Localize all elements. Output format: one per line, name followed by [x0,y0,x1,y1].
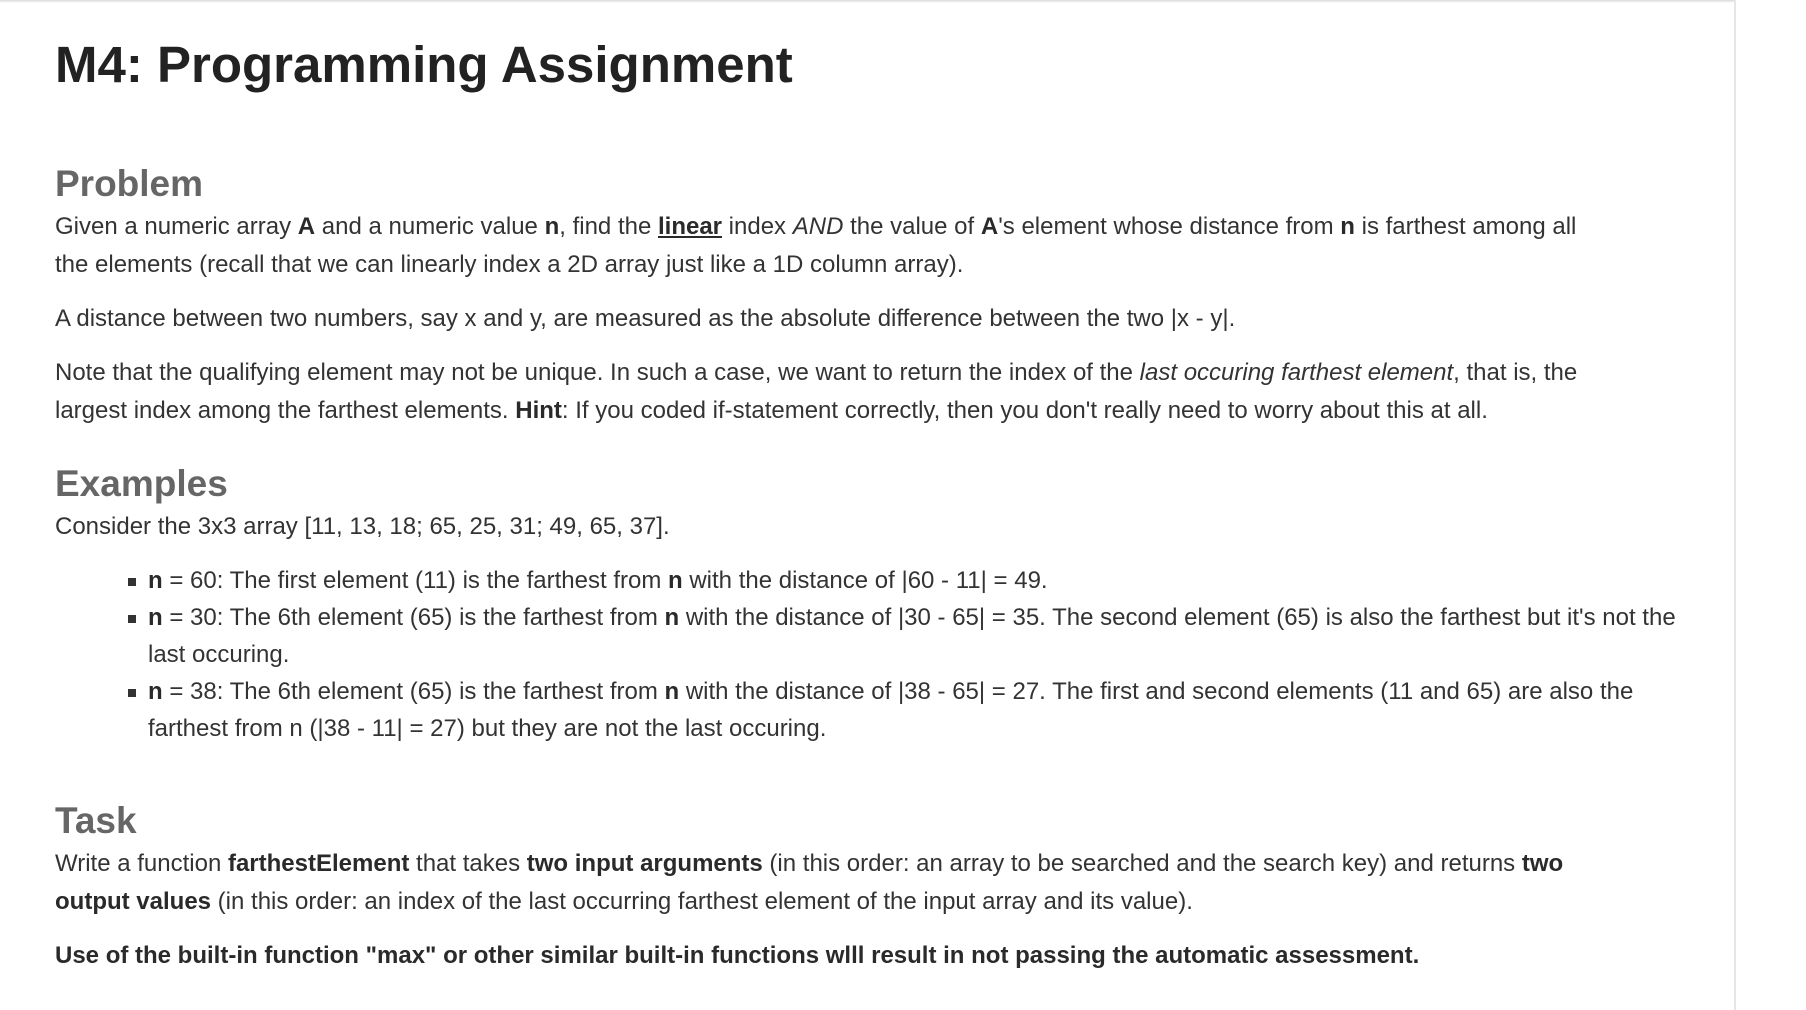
text: : If you coded if-statement correctly, then you don't really need to worry about this at all. [561,397,1488,424]
text: , find the [559,213,658,240]
text: = 38: The 6th element (65) is the farthest from [162,678,665,705]
text: with the distance of |38 - 65| = 27. The first and second elements (11 and 65) are also the farthest from n (|38 - 11| = 27) but they are not the last occuring. [148,678,1634,742]
value-n-label: n [148,604,163,631]
list-item [148,599,1688,673]
warning-text: Use of the built-in function "max" or other similar built-in functions wlll result in not passing the automatic assessment. [55,942,1420,969]
examples-heading: Examples [55,463,228,504]
text: = 30: The 6th element (65) is the farthest from [162,604,665,631]
text: Note that the qualifying element may not be unique. In such a case, we want to return the index of the [55,359,1140,386]
bullet-icon [128,578,136,586]
input-args-emphasis: two input arguments [526,850,763,877]
assignment-content [55,30,1676,975]
right-divider [1734,0,1736,1010]
list-item [148,562,1688,599]
and-emphasis: AND [792,213,844,240]
bullet-icon [128,615,136,623]
array-a-label: A [297,213,316,240]
linear-emphasis: linear [657,213,723,240]
text: , that is, the largest index among the farthest elements. [55,359,1578,424]
output-values-emphasis: two output values [55,850,1564,915]
problem-paragraph-1 [55,208,1605,284]
value-n-label: n [148,567,163,594]
bullet-icon [128,689,136,697]
text: is farthest among all the elements (recall that we can linearly index a 2D array just like a 1D column array). [55,213,1577,278]
value-n-label: n [668,567,683,594]
problem-heading: Problem [55,163,204,204]
text: (in this order: an array to be searched and the search key) and returns [762,850,1522,877]
text: with the distance of |60 - 11| = 49. [682,567,1048,594]
list-item [148,673,1688,747]
problem-paragraph-3 [55,354,1615,430]
top-shadow [0,0,1736,3]
problem-paragraph-2: A distance between two numbers, say x and y, are measured as the absolute difference between the two |x - y|. [55,305,1236,332]
value-n-label: n [1340,213,1355,240]
text: and a numeric value [315,213,545,240]
text: that takes [409,850,527,877]
task-heading: Task [55,800,137,841]
text: Given a numeric array [55,213,298,240]
text: the value of [843,213,981,240]
examples-intro: Consider the 3x3 array [11, 13, 18; 65, 25, 31; 49, 65, 37]. [55,513,670,540]
text: Write a function [55,850,228,877]
text: with the distance of |30 - 65| = 35. The second element (65) is also the farthest but it's not the last occuring. [148,604,1676,668]
text: index [722,213,793,240]
text: = 60: The first element (11) is the farthest from [162,567,668,594]
hint-label: Hint [515,397,562,424]
text: 's element whose distance from [998,213,1341,240]
value-n-label: n [664,604,680,631]
examples-list [55,562,1688,747]
value-n-label: n [544,213,560,240]
array-a-label: A [980,213,999,240]
text: (in this order: an index of the last occurring farthest element of the input array and its value). [211,888,1193,915]
italic-emphasis: last occuring farthest element [1139,359,1454,386]
page-title: M4: Programming Assignment [55,36,793,93]
value-n-label: n [664,678,680,705]
function-name: farthestElement [227,850,410,877]
value-n-label: n [148,678,163,705]
task-paragraph [55,845,1615,921]
